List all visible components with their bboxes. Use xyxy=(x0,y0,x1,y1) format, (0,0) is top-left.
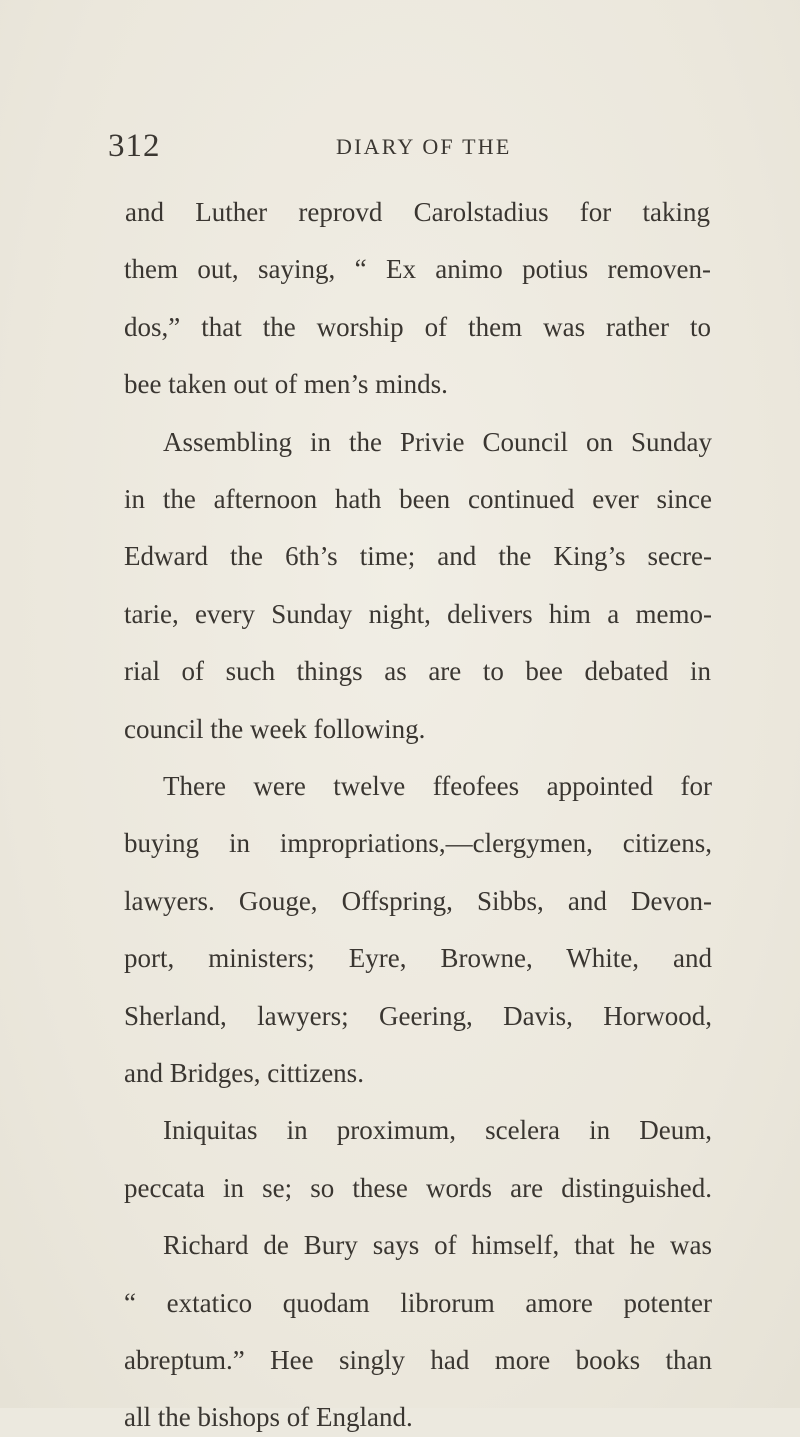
text-line xyxy=(0,1225,800,1265)
line-text: council the week following. xyxy=(124,714,426,744)
line-text: bee taken out of men’s minds. xyxy=(124,369,448,399)
line-text: and Bridges, cittizens. xyxy=(124,1058,364,1088)
line-text: dos,” that the worship of them was rather to xyxy=(124,312,711,342)
line-text: “ extatico quodam librorum amore potenter xyxy=(124,1288,712,1318)
text-line xyxy=(0,594,800,634)
text-line xyxy=(0,1110,800,1150)
line-text: port, ministers; Eyre, Browne, White, and xyxy=(124,943,712,973)
line-text: abreptum.” Hee singly had more books than xyxy=(124,1345,712,1375)
text-line xyxy=(0,709,800,749)
line-text: them out, saying, “ Ex animo potius removen- xyxy=(124,254,711,284)
text-line xyxy=(0,192,800,232)
text-line xyxy=(0,1168,800,1208)
page-header xyxy=(0,128,800,168)
text-line xyxy=(0,1053,800,1093)
text-line xyxy=(0,536,800,576)
text-line xyxy=(0,307,800,347)
text-line xyxy=(0,1340,800,1380)
line-text: There were twelve ffeofees appointed for xyxy=(163,771,712,801)
text-line xyxy=(0,938,800,978)
line-text: Sherland, lawyers; Geering, Davis, Horwood, xyxy=(124,1001,712,1031)
line-text: in the afternoon hath been continued ever since xyxy=(124,484,712,514)
line-text: Assembling in the Privie Council on Sunday xyxy=(163,427,712,457)
page-number: 312 xyxy=(108,128,161,164)
line-text: all the bishops of England. xyxy=(124,1402,413,1432)
text-line xyxy=(0,1283,800,1323)
line-text: lawyers. Gouge, Offspring, Sibbs, and Devon- xyxy=(124,886,712,916)
text-line xyxy=(0,881,800,921)
text-line xyxy=(0,479,800,519)
line-text: and Luther reprovd Carolstadius for taking xyxy=(125,197,710,227)
text-line xyxy=(0,422,800,462)
line-text: peccata in se; so these words are distinguished. xyxy=(124,1173,712,1203)
line-text: buying in impropriations,—clergymen, citizens, xyxy=(124,828,712,858)
text-line xyxy=(0,766,800,806)
line-text: rial of such things as are to bee debated in xyxy=(124,656,711,686)
text-line xyxy=(0,364,800,404)
text-line xyxy=(0,249,800,289)
running-head: DIARY OF THE xyxy=(336,134,512,159)
line-text: Edward the 6th’s time; and the King’s secre- xyxy=(124,541,712,571)
line-text: Richard de Bury says of himself, that he was xyxy=(163,1230,712,1260)
text-line xyxy=(0,996,800,1036)
text-line xyxy=(0,823,800,863)
line-text: tarie, every Sunday night, delivers him a memo- xyxy=(124,599,712,629)
text-line xyxy=(0,1397,800,1437)
text-line xyxy=(0,651,800,691)
line-text: Iniquitas in proximum, scelera in Deum, xyxy=(163,1115,712,1145)
